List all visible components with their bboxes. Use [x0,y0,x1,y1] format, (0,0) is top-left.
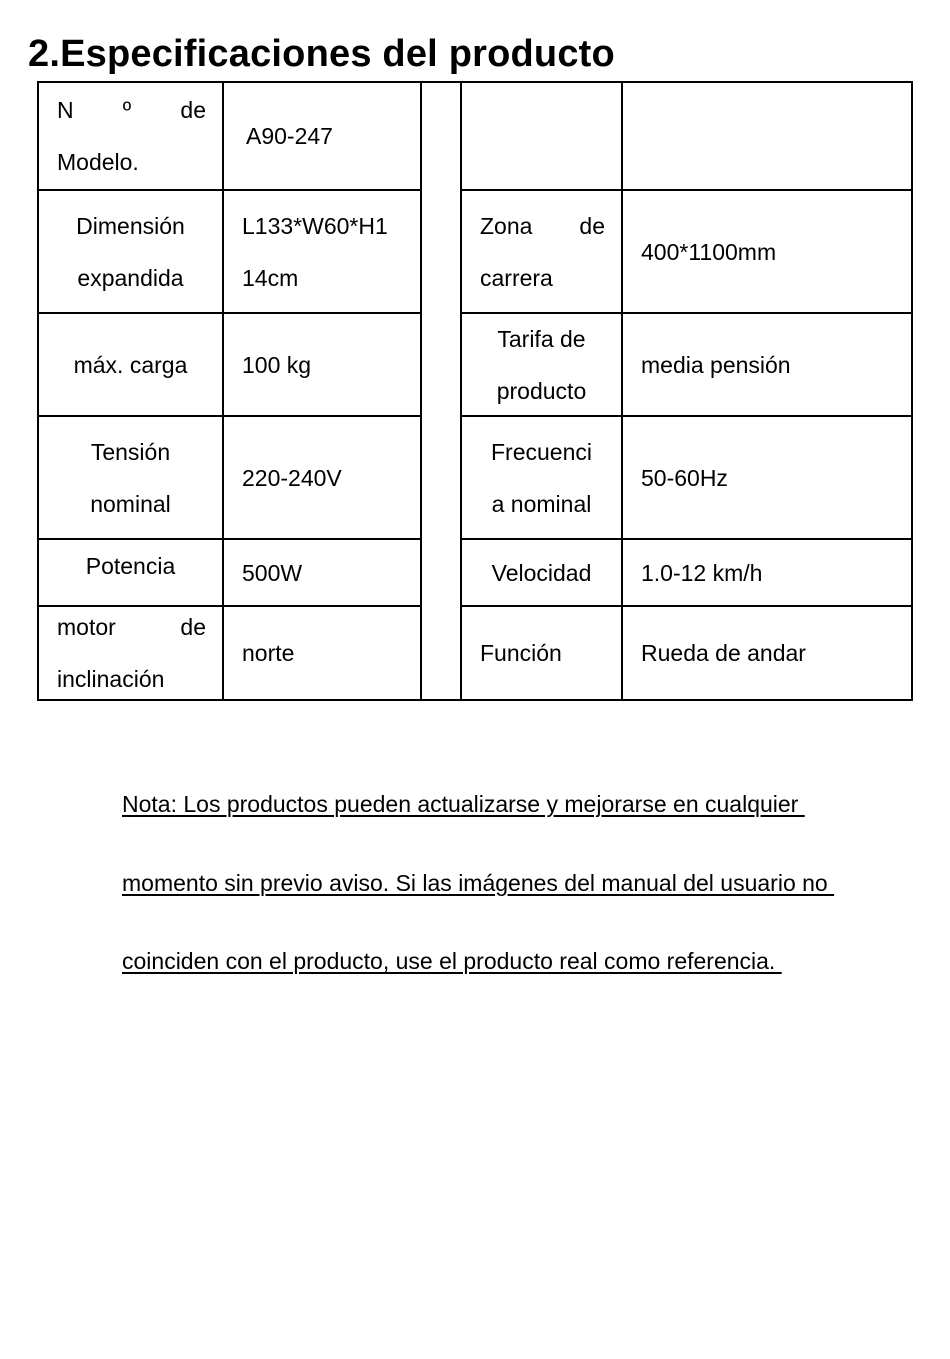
disclaimer-note [122,765,912,1001]
spec-value-speed: 1.0-12 km/h [641,559,763,586]
spec-label-incline-motor: motor de inclinación [57,614,206,692]
spec-value-running-zone: 400*1100mm [641,238,777,265]
column-divider [420,83,422,699]
spec-value-nominal-frequency: 50-60Hz [641,464,728,491]
spec-value-incline-motor: norte [242,640,295,666]
spec-value-nominal-voltage: 220-240V [242,464,342,491]
spec-value-function: Rueda de andar [641,640,806,666]
spec-value-product-rate: media pensión [641,351,791,378]
spec-value-max-load: 100 kg [242,351,312,378]
spec-value-empty [623,83,913,189]
spec-label-model-number: N º de Modelo. [57,97,206,175]
spec-table [37,81,913,701]
note-line: coinciden con el producto, use el producto real como referencia. [122,948,782,974]
spec-label-running-zone: Zona de carrera [480,212,605,291]
spec-label-product-rate: Tarifa de producto [496,325,587,404]
page-title: 2.Especificaciones del producto [28,33,615,75]
spec-value-power: 500W [242,559,303,586]
spec-label-function: Función [480,640,562,666]
note-line: momento sin previo aviso. Si las imágenes del manual del usuario no [122,869,835,896]
spec-label-expanded-dimension: Dimensión expandida [76,212,185,291]
note-line: Nota: Los productos pueden actualizarse y mejorarse en cualquier [122,791,805,817]
spec-label-empty [462,83,621,189]
spec-value-model-number: A90-247 [246,123,333,149]
spec-label-nominal-frequency: Frecuenci a nominal [491,438,592,517]
spec-value-expanded-dimension: L133*W60*H1 14cm [242,212,388,291]
spec-label-max-load: máx. carga [73,351,188,378]
spec-label-speed: Velocidad [491,559,592,586]
spec-label-nominal-voltage: Tensión nominal [90,438,171,517]
spec-label-power: Potencia [85,553,176,579]
